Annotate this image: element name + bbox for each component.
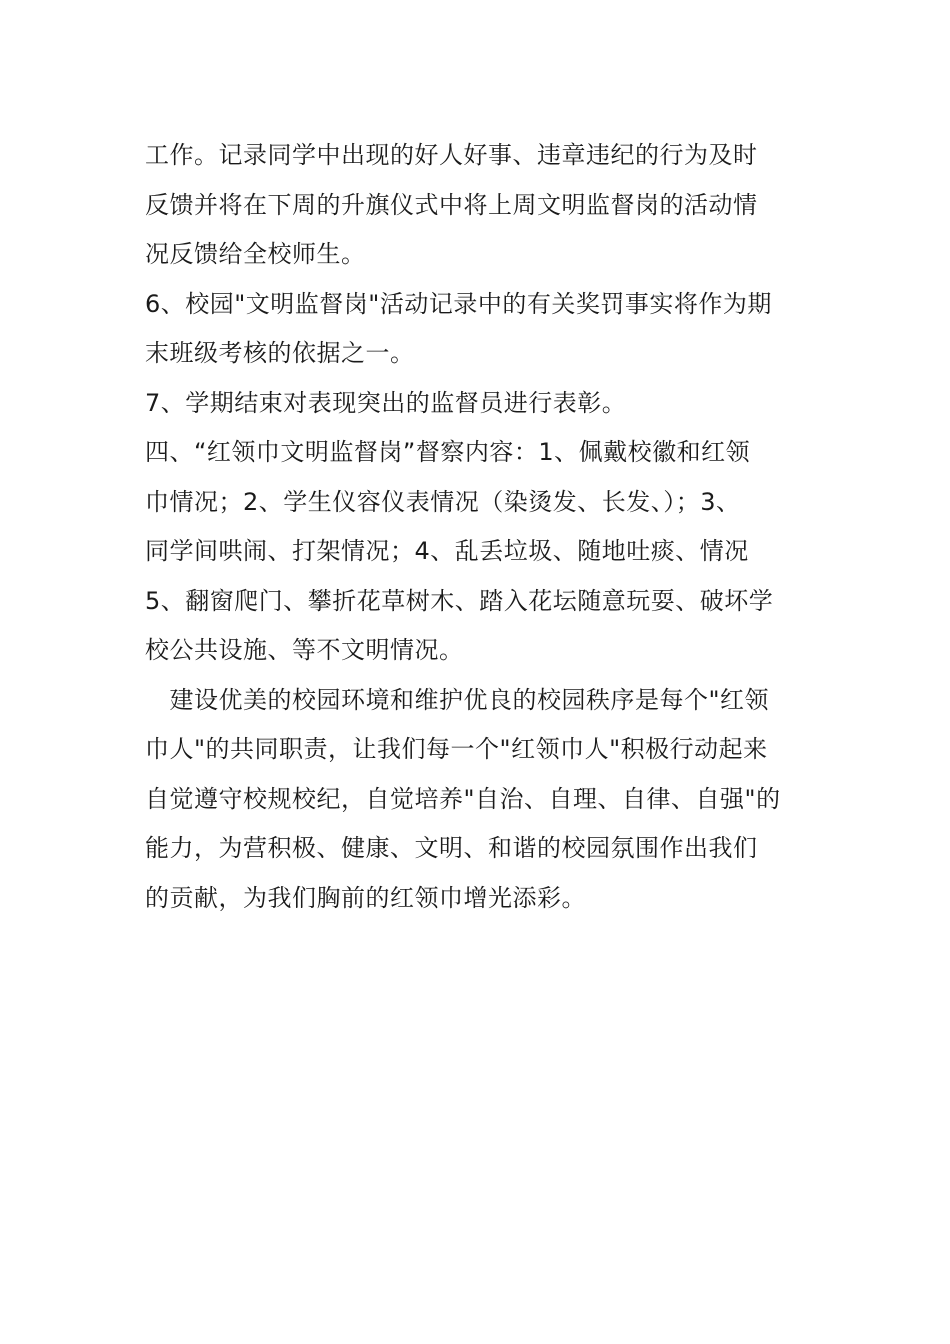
text-line: 校公共设施、等不文明情况。 [145,636,464,664]
text-line: 5、翻窗爬门、攀折花草树木、踏入花坛随意玩耍、破坏学 [145,586,774,615]
section-heading-line: 四、“红领巾文明监督岗”督察内容：1、佩戴校徽和红领 [145,438,751,466]
paragraph-start-line: 建设优美的校园环境和维护优良的校园秩序是每个"红领 [145,685,770,714]
text-line: 末班级考核的依据之一。 [145,339,415,367]
text-line: 反馈并将在下周的升旗仪式中将上周文明监督岗的活动情 [145,190,758,219]
document-body [145,131,810,923]
text-line: 同学间哄闹、打架情况；4、乱丢垃圾、随地吐痰、情况 [145,537,749,565]
text-line: 巾人"的共同职责，让我们每一个"红领巾人"积极行动起来 [145,735,768,763]
text-line: 7、学期结束对表现突出的监督员进行表彰。 [145,388,627,417]
text-line: 6、校园"文明监督岗"活动记录中的有关奖罚事实将作为期 [145,289,772,318]
text-line: 况反馈给全校师生。 [145,240,366,268]
text-line: 工作。记录同学中出现的好人好事、违章违纪的行为及时 [145,141,758,169]
text-line: 能力，为营积极、健康、文明、和谐的校园氛围作出我们 [145,834,758,862]
text-line: 巾情况；2、学生仪容仪表情况（染烫发、长发、）；3、 [145,487,741,516]
text-line: 的贡献，为我们胸前的红领巾增光添彩。 [145,883,586,912]
text-line: 自觉遵守校规校纪，自觉培养"自治、自理、自律、自强"的 [145,784,781,813]
